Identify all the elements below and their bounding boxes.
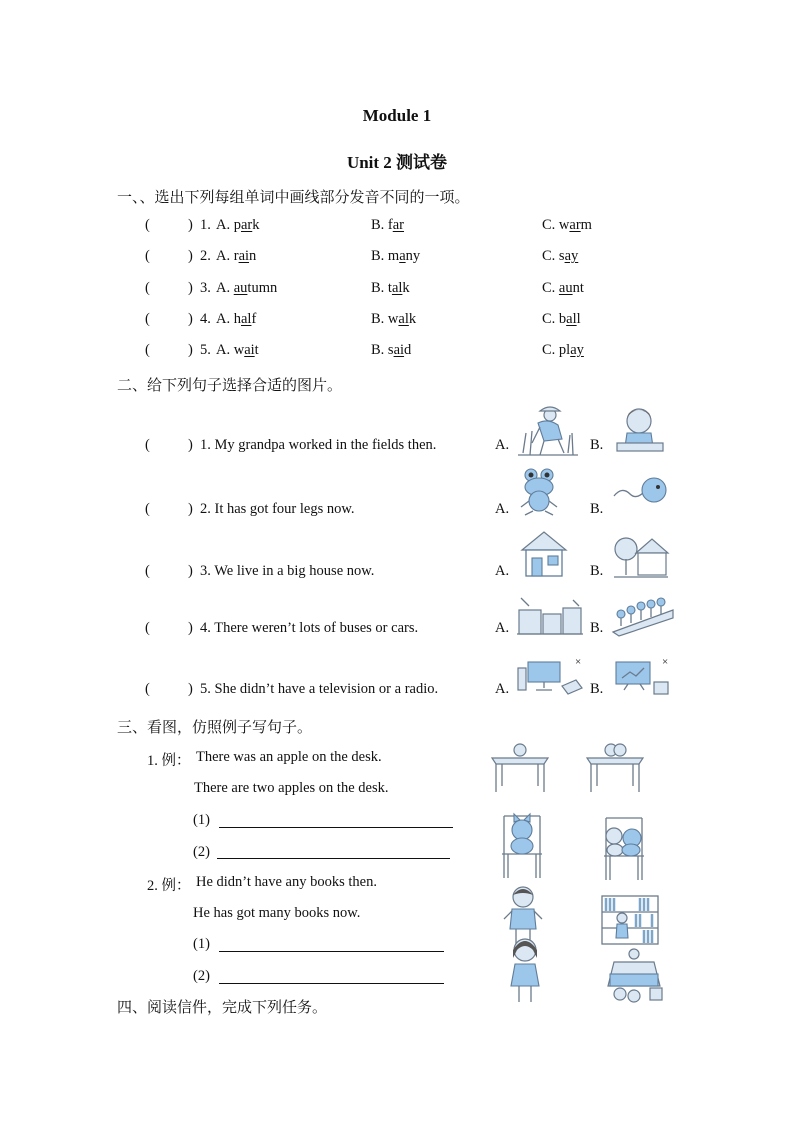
option-c (542, 280, 584, 297)
word-part: ny (405, 248, 421, 264)
word-part: A. p (216, 217, 241, 233)
option-b (371, 217, 404, 234)
answer-paren-close: ) (188, 311, 193, 327)
sentence-text: 3. We live in a big house now. (200, 563, 375, 579)
busy-road-picture (613, 596, 673, 636)
underlined-letters: ai (393, 342, 405, 358)
answer-paren-close: ) (188, 437, 193, 453)
answer-paren-close: ) (188, 280, 193, 296)
option-b-label: B. (590, 681, 604, 697)
sentence-text: 4. There weren’t lots of buses or cars. (200, 620, 419, 636)
option-a (216, 280, 277, 297)
word-part: nt (572, 280, 584, 296)
underlined-letters: au (558, 280, 573, 296)
word-part: tumn (247, 280, 278, 296)
option-a (216, 248, 256, 265)
option-a-label: A. (495, 620, 510, 636)
q1-answer-line-1[interactable] (219, 826, 453, 828)
desk-two-apples-picture (585, 742, 645, 794)
word-part: t (254, 342, 259, 358)
q1-blank-2-label: (2) (193, 844, 210, 860)
x-mark-b: × (662, 656, 669, 668)
desk-one-apple-picture (490, 742, 550, 794)
word-part: B. s (371, 342, 394, 358)
underlined-letters: ai (238, 248, 250, 264)
answer-paren-open[interactable]: ( (145, 248, 150, 264)
section-heading-3: 三、看图，仿照例子写句子。 (117, 718, 313, 736)
word-part: A. (216, 280, 234, 296)
answer-paren-open[interactable]: ( (145, 501, 150, 517)
house-picture (518, 530, 570, 578)
underlined-letters: ar (569, 217, 581, 233)
word-part: A. w (216, 342, 245, 358)
q2-answer-line-1[interactable] (219, 950, 444, 952)
option-b-label: B. (590, 563, 604, 579)
word-part: k (402, 280, 410, 296)
farmer-picture (518, 403, 578, 458)
q1-example-1: There was an apple on the desk. (196, 749, 382, 765)
tadpole-picture (612, 474, 666, 506)
option-b (371, 280, 410, 297)
answer-paren-close: ) (188, 681, 193, 697)
option-b (371, 342, 411, 359)
q2-example-1: He didn’t have any books then. (196, 874, 377, 890)
option-b-label: B. (590, 620, 604, 636)
answer-paren-open[interactable]: ( (145, 217, 150, 233)
answer-paren-close: ) (188, 248, 193, 264)
old-house-picture (614, 533, 668, 578)
q2-label: 2. 例： (147, 878, 191, 894)
question-number: 1. (200, 217, 211, 233)
answer-paren-close: ) (188, 501, 193, 517)
q2-blank-1-label: (1) (193, 936, 210, 952)
q1-label: 1. 例： (147, 753, 191, 769)
q1-example-2: There are two apples on the desk. (194, 780, 389, 796)
option-a (216, 311, 256, 328)
chair-two-cats-picture (598, 814, 650, 884)
word-part: B. w (371, 311, 399, 327)
question-number: 4. (200, 311, 211, 327)
question-number: 2. (200, 248, 211, 264)
frog-picture (519, 467, 559, 517)
underlined-letters: al (566, 311, 577, 327)
option-a-label: A. (495, 563, 510, 579)
underlined-letters: ar (240, 217, 253, 233)
section-heading-2: 二、给下列句子选择合适的图片。 (117, 376, 343, 394)
page-title: Module 1 (362, 106, 432, 125)
word-part: l (576, 311, 581, 327)
word-part: C. w (542, 217, 570, 233)
answer-paren-close: ) (188, 563, 193, 579)
option-b (371, 248, 420, 265)
option-c (542, 248, 578, 265)
underlined-letters: al (391, 280, 403, 296)
sentence-text: 5. She didn’t have a television or a radio. (200, 681, 439, 697)
word-part: C. s (542, 248, 565, 264)
option-a-label: A. (495, 437, 510, 453)
girl-picture (505, 936, 545, 1004)
section-heading-1: 一、、选出下列每组单词中画线部分发音不同的一项。 (117, 188, 470, 206)
answer-paren-close: ) (188, 620, 193, 636)
word-part: f (251, 311, 257, 327)
sentence-text: 2. It has got four legs now. (200, 501, 355, 517)
x-mark-a: × (575, 656, 582, 668)
answer-paren-close: ) (188, 217, 193, 233)
answer-paren-close: ) (188, 342, 193, 358)
answer-paren-open[interactable]: ( (145, 280, 150, 296)
underlined-letters: al (240, 311, 252, 327)
option-a (216, 342, 259, 359)
option-c (542, 342, 584, 359)
word-part: A. r (216, 248, 239, 264)
q2-answer-line-2[interactable] (219, 982, 444, 984)
old-street-picture (517, 596, 583, 636)
option-a-label: A. (495, 501, 510, 517)
underlined-letters: ai (244, 342, 255, 358)
answer-paren-open[interactable]: ( (145, 311, 150, 327)
question-number: 3. (200, 280, 211, 296)
bookshelf-picture (600, 894, 660, 946)
underlined-letters: al (398, 311, 409, 327)
word-part: d (404, 342, 412, 358)
option-a-label: A. (495, 681, 510, 697)
underlined-letters: au (233, 280, 248, 296)
sentence-text: 1. My grandpa worked in the fields then. (200, 437, 437, 453)
q1-answer-line-2[interactable] (217, 857, 450, 859)
q2-example-2: He has got many books now. (193, 905, 361, 921)
word-part: m (580, 217, 592, 233)
word-part: C. (542, 280, 559, 296)
option-c (542, 311, 581, 328)
underlined-letters: ay (564, 248, 579, 264)
answer-paren-open[interactable]: ( (145, 563, 150, 579)
answer-paren-open[interactable]: ( (145, 620, 150, 636)
option-b-label: B. (590, 501, 604, 517)
word-part: A. h (216, 311, 241, 327)
boy-at-desk-picture (613, 403, 668, 455)
word-part: k (408, 311, 417, 327)
question-number: 5. (200, 342, 211, 358)
word-part: B. t (371, 280, 392, 296)
answer-paren-open[interactable]: ( (145, 342, 150, 358)
answer-paren-open[interactable]: ( (145, 681, 150, 697)
word-part: C. b (542, 311, 567, 327)
underlined-letters: ay (570, 342, 584, 358)
chair-one-cat-picture (496, 812, 548, 882)
word-part: B. f (371, 217, 393, 233)
answer-paren-open[interactable]: ( (145, 437, 150, 453)
option-b-label: B. (590, 437, 604, 453)
page-subtitle: Unit 2 测试卷 (346, 153, 448, 172)
option-c (542, 217, 592, 234)
word-part: n (249, 248, 257, 264)
word-part: B. m (371, 248, 400, 264)
option-b (371, 311, 416, 328)
word-part: k (252, 217, 260, 233)
word-part: C. pl (542, 342, 571, 358)
section-heading-4: 四、阅读信件，完成下列任务。 (117, 998, 328, 1016)
q2-blank-2-label: (2) (193, 968, 210, 984)
underlined-letters: ar (392, 217, 405, 233)
option-a (216, 217, 260, 234)
q1-blank-1-label: (1) (193, 812, 210, 828)
living-room-picture (600, 948, 668, 1006)
underlined-letters: a (399, 248, 406, 264)
